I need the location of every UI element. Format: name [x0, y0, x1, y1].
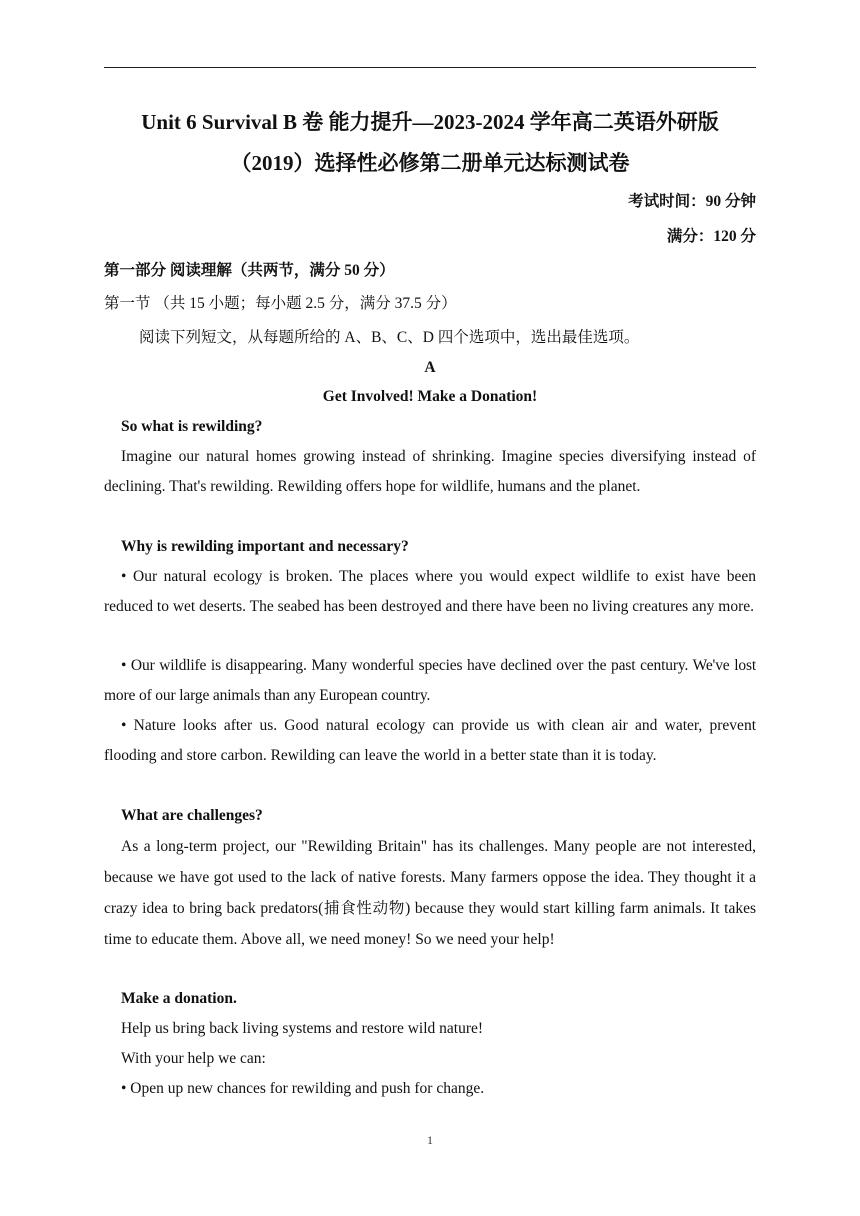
passage-title: Get Involved! Make a Donation! — [322, 388, 538, 405]
page-number: 1 — [427, 1133, 433, 1147]
heading-make-donation: Make a donation. — [121, 990, 237, 1007]
header-rule — [104, 67, 756, 68]
donation-bullet-open-chances: • Open up new chances for rewilding and push for change. — [121, 1080, 485, 1097]
document-title-line1: Unit 6 Survival B 卷 能力提升—2023-2024 学年高二英语外研版 — [141, 110, 719, 134]
exam-time: 考试时间：90 分钟 — [628, 193, 756, 210]
paragraph-challenges: As a long-term project, our "Rewilding Britain" has its challenges. Many people are not interested, because we have got used to the lack of native forests. Many farmers oppose the idea. They thought it a crazy idea to bring back predators(捕食性动物) because they would start killing farm animals. It takes time to educate them. Above all, we need money! So we need your help! — [104, 838, 756, 948]
instruction-text: 阅读下列短文，从每题所给的 A、B、C、D 四个选项中，选出最佳选项。 — [139, 329, 640, 346]
heading-challenges: What are challenges? — [121, 807, 263, 824]
bullet-ecology-broken: • Our natural ecology is broken. The places where you would expect wildlife to exist have been reduced to wet deserts. The seabed has been destroyed and there have been no living creatures any more. — [104, 568, 756, 615]
paragraph-rewilding-definition: Imagine our natural homes growing instead of shrinking. Imagine species diversifying instead of declining. That's rewilding. Rewilding offers hope for wildlife, humans and the planet. — [104, 448, 756, 495]
donation-line-with-help: With your help we can: — [121, 1050, 266, 1067]
heading-why-important: Why is rewilding important and necessary? — [121, 538, 409, 555]
subsection-heading: 第一节 （共 15 小题；每小题 2.5 分，满分 37.5 分） — [104, 295, 457, 312]
donation-line-help: Help us bring back living systems and restore wild nature! — [121, 1020, 484, 1037]
passage-letter: A — [424, 359, 436, 376]
bullet-wildlife-disappearing: • Our wildlife is disappearing. Many wonderful species have declined over the past century. We've lost more of our large animals than any European country. — [104, 657, 756, 704]
full-score: 满分：120 分 — [666, 228, 756, 245]
document-title-line2: （2019）选择性必修第二册单元达标测试卷 — [230, 151, 630, 175]
part-heading: 第一部分 阅读理解（共两节，满分 50 分） — [104, 262, 395, 279]
bullet-nature-looks-after-us: • Nature looks after us. Good natural ecology can provide us with clean air and water, prevent flooding and store carbon. Rewilding can leave the world in a better state than it is today. — [104, 717, 756, 764]
heading-what-is-rewilding: So what is rewilding? — [121, 418, 263, 435]
